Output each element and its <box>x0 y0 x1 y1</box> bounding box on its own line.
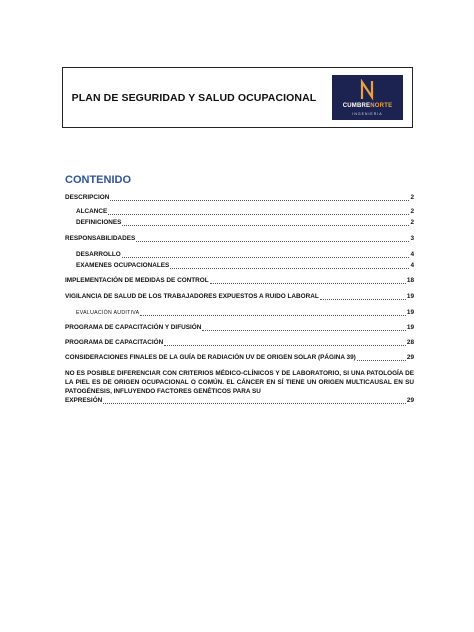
company-logo <box>332 75 403 120</box>
toc-leader <box>140 309 405 316</box>
toc-entry-label: PROGRAMA DE CAPACITACIÓN <box>65 339 164 346</box>
toc-entry[interactable] <box>65 235 414 243</box>
toc-entry-multiline-text: NO ES POSIBLE DIFERENCIAR CON CRITERIOS MÉDICO-CLÍNICOS Y DE LABORATORIO, SI UNA PATOLOGÍA DE LA PIEL ES DE ORIGEN OCUPACIONAL O COMÚN. EL CÁNCER EN SÍ TIENE UN ORIGEN MULTICAUSAL EN SU PATOGÉNESIS, INFLUYENDO FACTORES GENÉTICOS PARA SU <box>65 370 414 395</box>
toc-entry[interactable] <box>65 277 414 285</box>
toc-leader <box>320 293 406 300</box>
toc-leader <box>357 354 406 361</box>
toc-leader <box>136 235 409 242</box>
toc-entry-page: 19 <box>406 324 414 331</box>
toc-entry[interactable] <box>76 208 414 216</box>
toc-entry[interactable] <box>76 262 414 270</box>
toc-entry-page: 3 <box>410 235 414 242</box>
toc-entry-page: 19 <box>406 293 414 300</box>
toc-entry-page: 29 <box>406 397 414 404</box>
toc-heading: CONTENIDO <box>65 174 131 186</box>
toc-entry-page: 4 <box>410 262 414 269</box>
toc-leader <box>210 277 406 284</box>
toc-entry[interactable] <box>65 324 414 332</box>
toc-entry-page: 4 <box>410 251 414 258</box>
toc-leader <box>202 324 406 331</box>
toc-entry[interactable] <box>76 251 414 259</box>
toc-entry-label: EXPRESIÓN <box>65 397 103 404</box>
toc-entry-label: ALCANCE <box>76 208 108 215</box>
toc-entry[interactable] <box>76 309 414 317</box>
toc-entry-label: IMPLEMENTACIÓN DE MEDIDAS DE CONTROL <box>65 277 209 284</box>
logo-subtitle: INGENIERIA <box>352 112 383 116</box>
toc-leader <box>170 262 409 269</box>
toc-entry-label: DESCRIPCION <box>65 194 110 201</box>
toc-entry-label: VIGILANCIA DE SALUD DE LOS TRABAJADORES EXPUESTOS A RUIDO LABORAL <box>65 293 319 300</box>
logo-name-part1: CUMBRE <box>342 103 371 109</box>
logo-name-part2: NORTE <box>370 103 393 109</box>
toc-leader <box>122 219 409 226</box>
toc-entry[interactable] <box>65 194 414 202</box>
toc-entry[interactable] <box>65 354 414 362</box>
toc-entry-page: 2 <box>410 219 414 226</box>
toc-entry-label: PROGRAMA DE CAPACITACIÓN Y DIFUSIÓN <box>65 324 202 331</box>
toc-entry-page: 28 <box>406 339 414 346</box>
document-header <box>62 67 413 128</box>
toc-leader <box>108 208 409 215</box>
toc-entry-label: DESARROLLO <box>76 251 121 258</box>
document-title: PLAN DE SEGURIDAD Y SALUD OCUPACIONAL <box>71 92 317 104</box>
toc-entry-page: 18 <box>406 277 414 284</box>
toc-entry-label: EXAMENES OCUPACIONALES <box>76 262 170 269</box>
toc-entry[interactable] <box>65 339 414 347</box>
toc-entry-label: EVALUACIÓN AUDITIVA <box>76 310 140 316</box>
toc-entry-label: DEFINICIONES <box>76 219 122 226</box>
toc-entry-page: 29 <box>406 354 414 361</box>
toc-leader <box>122 251 410 258</box>
toc-leader <box>103 397 406 404</box>
toc-leader <box>110 194 409 201</box>
toc-entry[interactable] <box>76 219 414 227</box>
toc-entry-page: 19 <box>406 309 414 316</box>
toc-entry[interactable] <box>65 293 414 301</box>
toc-entry-multiline[interactable] <box>65 369 414 405</box>
logo-n-icon <box>360 79 375 101</box>
toc-entry-page: 2 <box>410 208 414 215</box>
toc-leader <box>164 339 406 346</box>
toc-entry-label: RESPONSABILIDADES <box>65 235 136 242</box>
logo-wordmark <box>332 103 403 109</box>
toc-entry-page: 2 <box>410 194 414 201</box>
toc-entry-multiline-lastline <box>65 396 414 405</box>
toc-entry-label: CONSIDERACIONES FINALES DE LA GUÍA DE RADIACIÓN UV DE ORIGEN SOLAR (PÁGINA 39) <box>65 354 356 361</box>
